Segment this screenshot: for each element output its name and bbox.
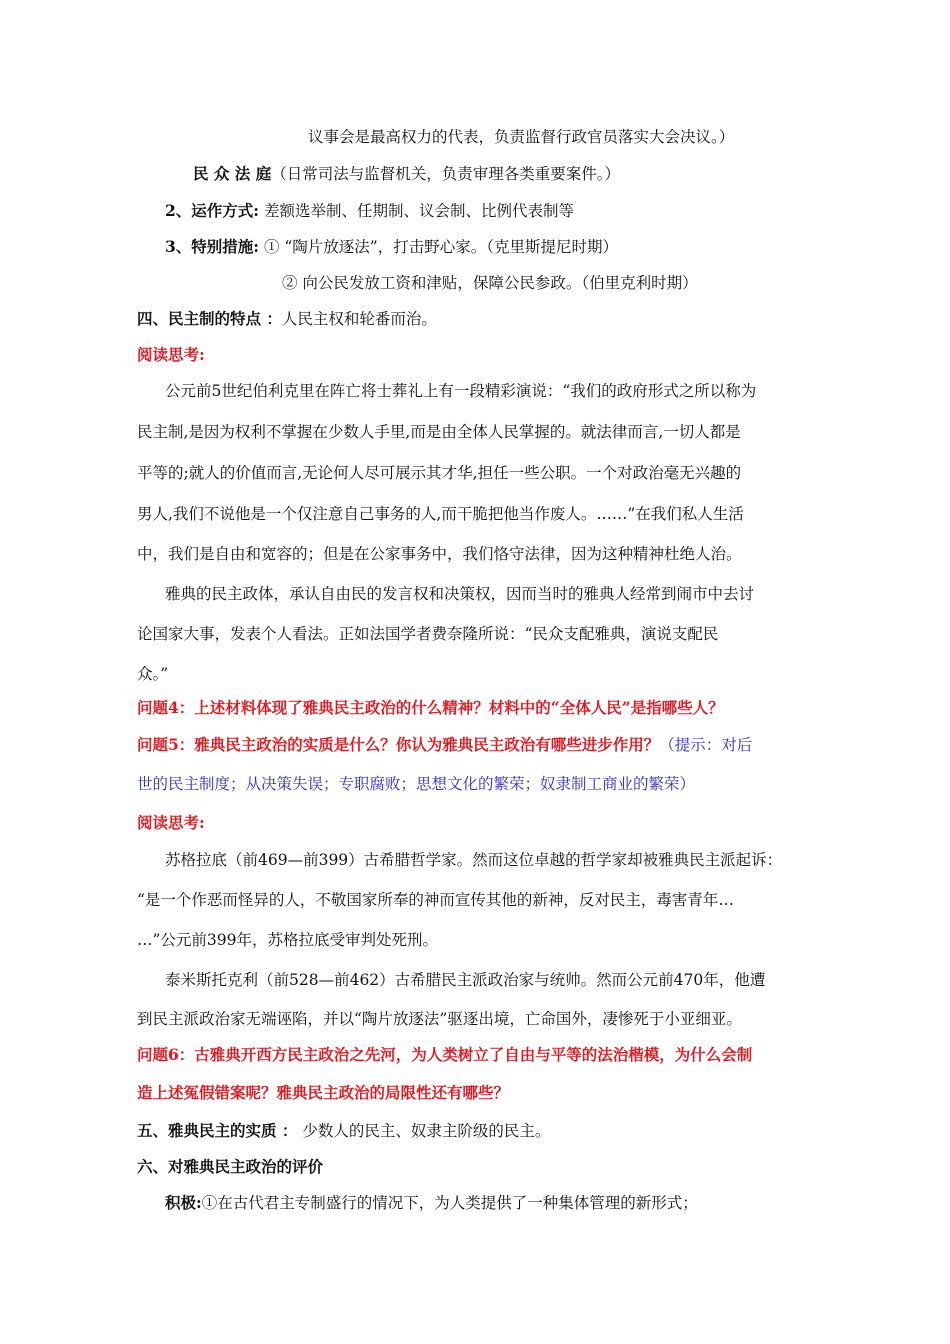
paragraph-line: 平等的;就人的价值而言,无论何人尽可展示其才华,担任一些公职。一个对政治毫无兴趣的 bbox=[137, 464, 742, 482]
paragraph-line: 到民主派政治家无端诬陷，并以“陶片放逐法”驱逐出境，亡命国外，凄惨死于小亚细亚。 bbox=[137, 1010, 742, 1028]
paragraph-line: 雅典的民主政体，承认自由民的发言权和决策权，因而当时的雅典人经常到闹市中去讨 bbox=[165, 585, 755, 603]
hint-text: （提示：对后 bbox=[659, 736, 753, 754]
paragraph-line: …”公元前399年，苏格拉底受审判处死刑。 bbox=[137, 931, 439, 949]
reading-title: 阅读思考: bbox=[137, 345, 205, 364]
text-line: 议事会是最高权力的代表，负责监督行政官员落实大会决议。） bbox=[308, 128, 735, 146]
paragraph-line: 男人,我们不说他是一个仅注意自己事务的人,而干脆把他当作废人。……”在我们私人生活 bbox=[137, 505, 744, 523]
heading-label: 积极: bbox=[165, 1193, 202, 1212]
paragraph-line: 论国家大事，发表个人看法。正如法国学者费奈隆所说：“民众支配雅典，演说支配民 bbox=[137, 625, 719, 643]
body-text: ① “陶片放逐法”，打击野心家。（克里斯提尼时期） bbox=[259, 238, 618, 256]
heading-label: 民 众 法 庭 bbox=[193, 164, 272, 183]
body-text: ①在古代君主专制盛行的情况下，为人类提供了一种集体管理的新形式； bbox=[201, 1194, 698, 1212]
paragraph-line: “是一个作恶而怪异的人，不敬国家所奉的神而宣传其他的新神，反对民主，毒害青年… bbox=[137, 891, 734, 909]
paragraph-line: 众。” bbox=[137, 665, 169, 683]
text-line bbox=[165, 236, 618, 258]
section-heading: 六、对雅典民主政治的评价 bbox=[137, 1157, 324, 1176]
text-line: ② 向公民发放工资和津贴，保障公民参政。（伯里克利时期） bbox=[282, 274, 698, 292]
question-text: 问题5：雅典民主政治的实质是什么？你认为雅典民主政治有哪些进步作用？ bbox=[137, 735, 660, 754]
question-5 bbox=[137, 734, 752, 756]
body-text: （日常司法与监督机关，负责审理各类重要案件。） bbox=[271, 165, 620, 183]
text-line bbox=[165, 200, 574, 222]
section-heading bbox=[137, 1120, 550, 1142]
question-4: 问题4：上述材料体现了雅典民主政治的什么精神？材料中的“全体人民”是指哪些人？ bbox=[137, 698, 724, 717]
heading-label: 3、特别措施: bbox=[165, 237, 260, 256]
body-text: 人民主权和轮番而治。 bbox=[281, 310, 437, 328]
body-text: 差额选举制、任期制、议会制、比例代表制等 bbox=[259, 202, 574, 220]
paragraph-line: 中，我们是自由和宽容的；但是在公家事务中，我们恪守法律，因为这种精神杜绝人治。 bbox=[137, 545, 742, 563]
reading-title: 阅读思考: bbox=[137, 813, 205, 832]
hint-text: 世的民主制度；从决策失误；专职腐败；思想文化的繁荣；奴隶制工商业的繁荣） bbox=[137, 775, 696, 793]
body-text: 少数人的民主、奴隶主阶级的民主。 bbox=[297, 1122, 551, 1140]
question-6: 造上述冤假错案呢？雅典民主政治的局限性还有哪些？ bbox=[137, 1083, 510, 1102]
section-heading bbox=[137, 308, 437, 330]
text-line bbox=[193, 163, 620, 185]
text-line bbox=[165, 1192, 698, 1214]
paragraph-line: 泰米斯托克利（前528—前462）古希腊民主派政治家与统帅。然而公元前470年，他遭 bbox=[165, 971, 766, 989]
paragraph-line: 公元前5世纪伯利克里在阵亡将士葬礼上有一段精彩演说：“我们的政府形式之所以称为 bbox=[165, 382, 757, 400]
paragraph-line: 民主制,是因为权利不掌握在少数人手里,而是由全体人民掌握的。就法律而言,一切人都是 bbox=[137, 423, 741, 441]
paragraph-line: 苏格拉底（前469—前399）古希腊哲学家。然而这位卓越的哲学家却被雅典民主派起诉： bbox=[165, 851, 783, 869]
heading-label: 四、民主制的特点 ： bbox=[137, 309, 282, 328]
heading-label: 五、雅典民主的实质 ： bbox=[137, 1121, 298, 1140]
question-6: 问题6：古雅典开西方民主政治之先河，为人类树立了自由与平等的法治楷模，为什么会制 bbox=[137, 1045, 753, 1064]
heading-label: 2、运作方式: bbox=[165, 201, 260, 220]
